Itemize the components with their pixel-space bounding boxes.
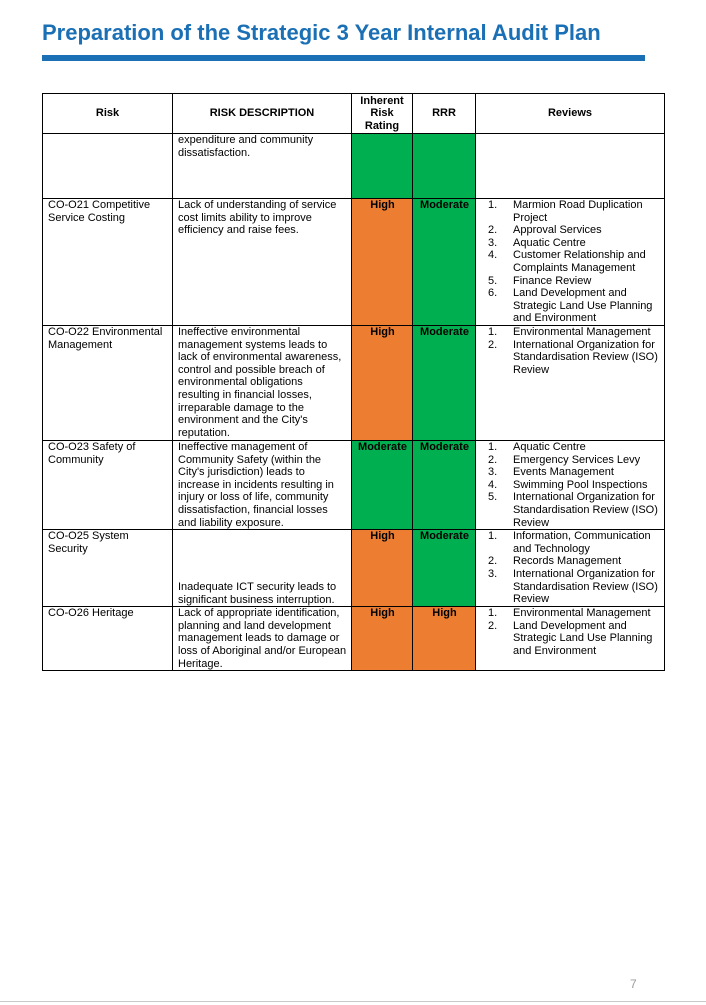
review-item-text: International Organization for Standardisation Review (ISO) Review <box>513 567 658 606</box>
risk-cell <box>43 134 173 199</box>
review-item <box>481 479 660 492</box>
review-item <box>481 530 660 555</box>
review-item <box>481 275 660 288</box>
review-item <box>481 568 660 606</box>
reviews-cell <box>476 607 665 671</box>
page-title: Preparation of the Strategic 3 Year Internal Audit Plan <box>42 20 601 45</box>
rrr-cell: Moderate <box>413 326 476 441</box>
review-item-number: 3. <box>488 466 498 479</box>
review-item-number: 2. <box>488 224 498 237</box>
review-item-number: 6. <box>488 287 498 300</box>
inherent-rating-cell: High <box>352 530 413 607</box>
table-row <box>43 607 665 671</box>
review-item-text: Customer Relationship and Complaints Management <box>513 249 646 274</box>
risk-cell: CO-O22 Environmental Management <box>43 326 173 441</box>
review-item <box>481 224 660 237</box>
review-item <box>481 199 660 224</box>
inherent-rating-cell: High <box>352 199 413 326</box>
review-item-text: Emergency Services Levy <box>513 453 641 466</box>
risk-cell: CO-O21 Competitive Service Costing <box>43 199 173 326</box>
table-row <box>43 199 665 326</box>
description-cell: Lack of appropriate identification, planning and land development management leads to damage or loss of Aboriginal and/or European Heritage. <box>173 607 352 671</box>
review-item-number: 1. <box>488 199 498 211</box>
table-row <box>43 326 665 441</box>
table-row <box>43 134 665 199</box>
review-item-text: Marmion Road Duplication Project <box>513 199 643 224</box>
review-item-text: Land Development and Strategic Land Use Planning and Environment <box>513 287 653 325</box>
reviews-list <box>481 530 660 606</box>
reviews-list <box>481 199 660 325</box>
review-item <box>481 249 660 274</box>
risk-cell: CO-O23 Safety of Community <box>43 441 173 530</box>
review-item <box>481 454 660 467</box>
review-item-text: Environmental Management <box>513 607 651 620</box>
review-item-number: 2. <box>488 555 498 568</box>
review-item-number: 4. <box>488 478 498 491</box>
header-risk: Risk <box>43 94 173 134</box>
reviews-cell <box>476 441 665 530</box>
review-item-text: Swimming Pool Inspections <box>513 478 648 491</box>
header-inherent-risk-rating: Inherent Risk Rating <box>352 94 413 134</box>
review-item <box>481 620 660 658</box>
review-item <box>481 466 660 479</box>
risk-cell: CO-O26 Heritage <box>43 607 173 671</box>
review-item-text: Finance Review <box>513 274 592 287</box>
description-cell: Lack of understanding of service cost limits ability to improve efficiency and raise fees. <box>173 199 352 326</box>
review-item-number: 5. <box>488 491 498 504</box>
reviews-cell <box>476 326 665 441</box>
rrr-cell: Moderate <box>413 199 476 326</box>
review-item <box>481 326 660 339</box>
reviews-list <box>481 441 660 529</box>
review-item-number: 1. <box>488 607 498 620</box>
review-item-number: 3. <box>488 236 498 249</box>
review-item-number: 1. <box>488 326 498 338</box>
reviews-cell <box>476 199 665 326</box>
risk-cell: CO-O25 System Security <box>43 530 173 607</box>
review-item-number: 4. <box>488 249 498 262</box>
audit-plan-table <box>42 93 665 671</box>
review-item <box>481 237 660 250</box>
review-item <box>481 441 660 454</box>
review-item-text: Environmental Management <box>513 326 651 338</box>
table-row <box>43 530 665 607</box>
review-item-text: Approval Services <box>513 224 602 237</box>
header-risk-description: RISK DESCRIPTION <box>173 94 352 134</box>
rrr-cell: Moderate <box>413 441 476 530</box>
rrr-cell: High <box>413 607 476 671</box>
review-item-number: 2. <box>488 453 498 466</box>
reviews-list <box>481 326 660 376</box>
description-cell: Inadequate ICT security leads to significant business interruption. <box>173 530 352 607</box>
reviews-list <box>481 607 660 657</box>
page-number: 7 <box>630 977 637 991</box>
table-row <box>43 441 665 530</box>
inherent-rating-cell: High <box>352 326 413 441</box>
rrr-cell <box>413 134 476 199</box>
description-cell: Ineffective management of Community Safety (within the City's jurisdiction) leads to increase in incidents resulting in injury or loss of life, community dissatisfaction, financial losses and liability exposure. <box>173 441 352 530</box>
review-item <box>481 339 660 377</box>
description-cell: Ineffective environmental management systems leads to lack of environmental awareness, control and possible breach of environmental obligations resulting in financial losses, irreparable damage to the environment and the City's reputation. <box>173 326 352 441</box>
header-reviews: Reviews <box>476 94 665 134</box>
review-item-text: Land Development and Strategic Land Use Planning and Environment <box>513 619 653 657</box>
review-item <box>481 607 660 620</box>
inherent-rating-cell: High <box>352 607 413 671</box>
review-item-number: 5. <box>488 274 498 287</box>
review-item-text: Aquatic Centre <box>513 441 586 453</box>
review-item-number: 2. <box>488 619 498 632</box>
rrr-cell: Moderate <box>413 530 476 607</box>
footer-divider <box>0 1001 706 1002</box>
title-underline <box>42 55 645 61</box>
review-item <box>481 555 660 568</box>
review-item-text: Events Management <box>513 466 614 479</box>
reviews-cell <box>476 530 665 607</box>
description-cell: expenditure and community dissatisfaction. <box>173 134 352 199</box>
review-item-text: International Organization for Standardisation Review (ISO) Review <box>513 491 658 529</box>
review-item-text: Aquatic Centre <box>513 236 586 249</box>
review-item-number: 2. <box>488 338 498 351</box>
table-header-row <box>43 94 665 134</box>
inherent-rating-cell <box>352 134 413 199</box>
header-rrr: RRR <box>413 94 476 134</box>
review-item-number: 1. <box>488 441 498 453</box>
review-item <box>481 287 660 325</box>
review-item-text: Records Management <box>513 555 622 568</box>
inherent-rating-cell: Moderate <box>352 441 413 530</box>
reviews-cell <box>476 134 665 199</box>
review-item-number: 3. <box>488 567 498 580</box>
review-item <box>481 491 660 529</box>
review-item-number: 1. <box>488 530 498 543</box>
review-item-text: International Organization for Standardisation Review (ISO) Review <box>513 338 658 376</box>
review-item-text: Information, Communication and Technology <box>513 530 651 555</box>
